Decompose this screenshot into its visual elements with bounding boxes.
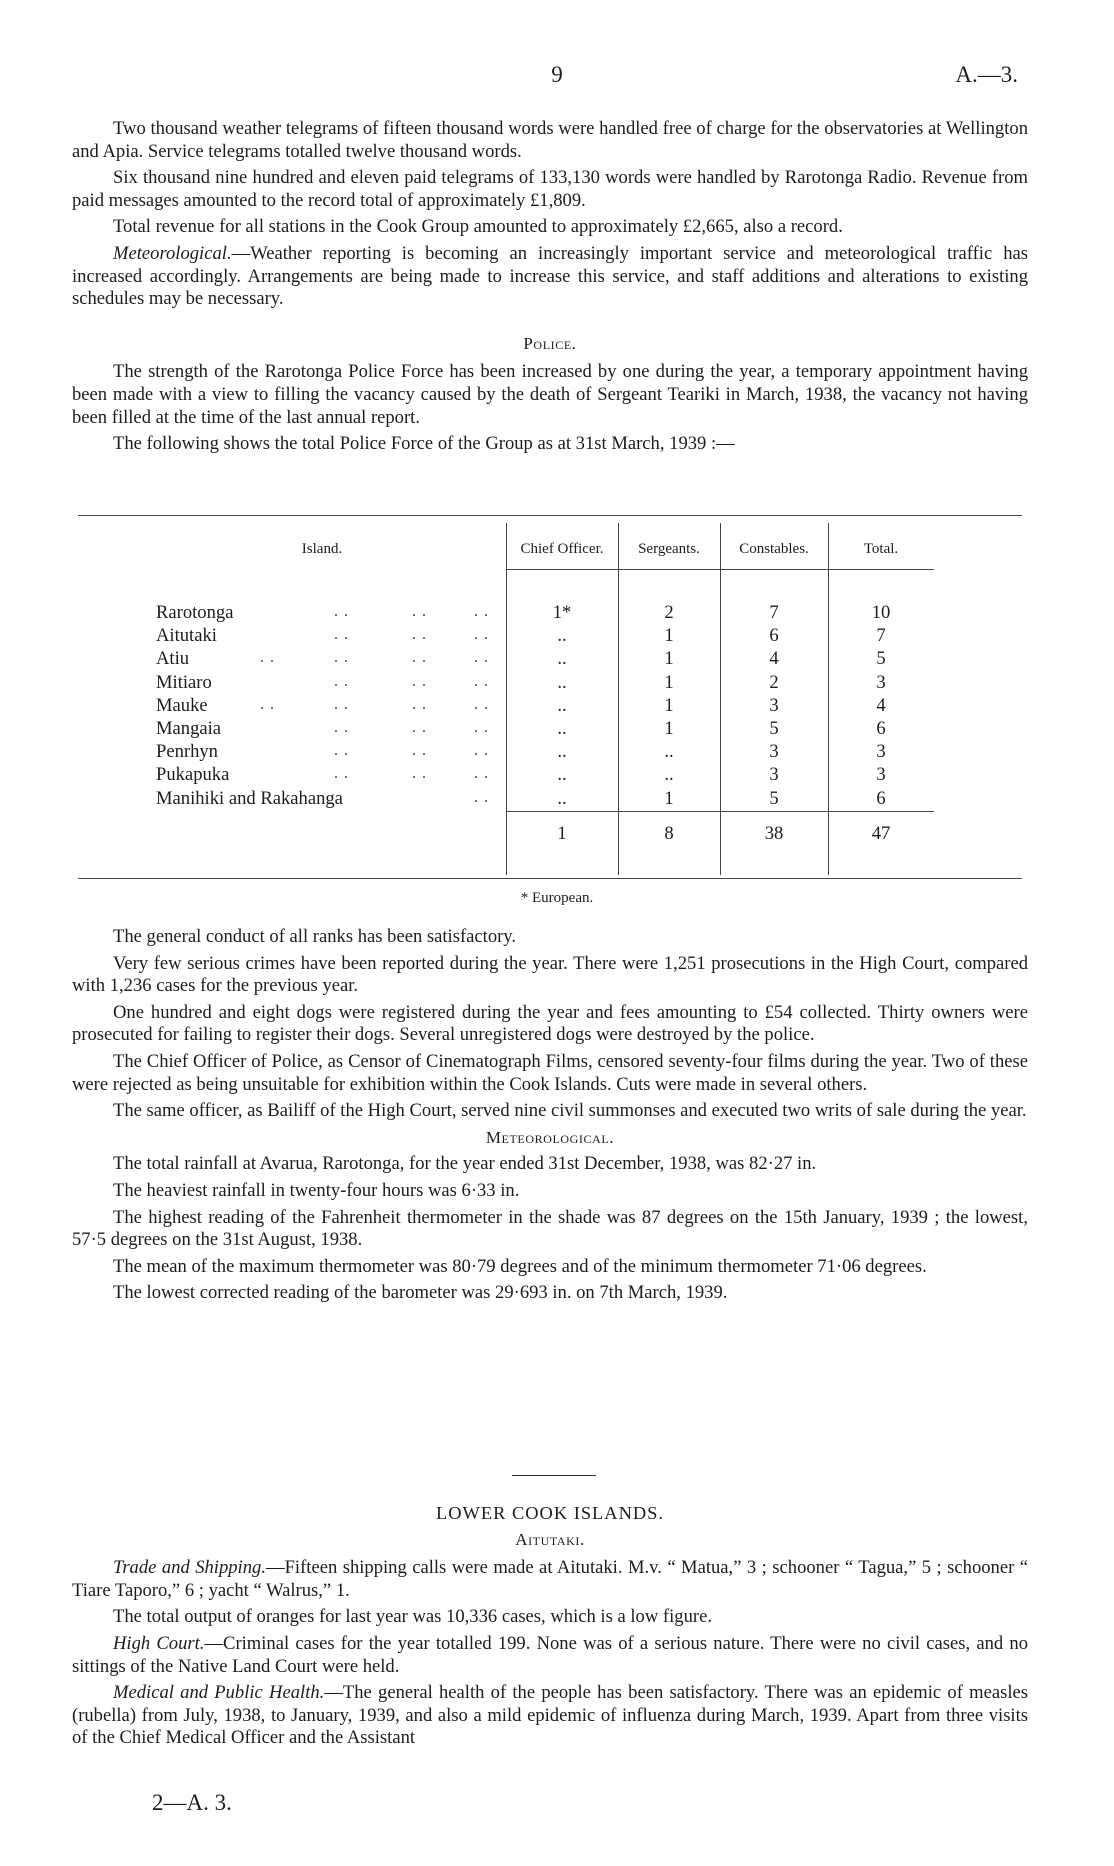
total-cell: 7 [876,625,886,647]
island-name: Atiu [156,648,190,670]
paragraph: One hundred and eight dogs were registered during the year and fees amounting to £54 collected. Thirty owners were prosecuted for failing to register their dogs. Several unregistered dogs were destroyed by the police. [72,1001,1028,1046]
constables-cell: 2 [769,671,779,693]
page-number: 9 [551,62,563,87]
chief-officer-cell: .. [557,741,567,763]
leader-dots: . . [334,626,349,644]
constables-cell: 6 [769,625,779,647]
constables-cell: 7 [769,602,779,623]
total-cell: 6 [876,718,886,739]
leader-dots: . . [412,672,427,690]
total-total: 47 [871,823,891,844]
leader-dots: . . [474,742,489,760]
leader-dots: . . [412,603,427,620]
health-paragraph [72,1682,1028,1750]
leader-dots: . . [474,765,489,783]
sergeants-cell: 1 [664,671,674,693]
leader-dots: . . [412,649,427,667]
subheading-aitutaki: Aitutaki. [515,1529,585,1549]
paragraph-lead: Trade and Shipping. [113,1557,266,1579]
leader-dots: . . [412,765,427,783]
total-cell: 6 [876,787,886,809]
column-header-island: Island. [301,541,343,557]
sergeants-cell: 1 [664,625,674,647]
total-cell: 3 [876,671,886,693]
paragraph: Six thousand nine hundred and eleven paid telegrams of 133,130 words were handled by Rarotonga Radio. Revenue from paid messages amounted to the record total of approximately £1,809. [72,167,1028,211]
leader-dots: . . [334,649,349,667]
leader-dots: . . [412,695,427,713]
paragraph-text: —Fifteen shipping calls were made at Aitutaki. M.v. “ Matua,” 3 ; schooner “ Tagua,” 5 ; schooner “ Tiare Taporo,” 6 ; yacht “ Walrus,” 1. [72,1557,1028,1601]
chief-officer-cell: .. [557,787,567,809]
sergeants-cell: 1 [664,694,674,716]
paragraph: The same officer, as Bailiff of the High Court, served nine civil summonses and executed two writs of sale during the year. [113,1100,1027,1122]
island-name: Rarotonga [156,602,234,623]
paragraph: The mean of the maximum thermometer was 80·79 degrees and of the minimum thermometer 71·06 degrees. [113,1255,927,1277]
island-name: Penrhyn [156,741,218,763]
column-header-constables: Constables. [739,541,809,557]
constables-cell: 5 [769,787,779,809]
paragraph: The lowest corrected reading of the barometer was 29·693 in. on 7th March, 1939. [113,1282,728,1304]
lower-text-block [72,926,1028,1309]
leader-dots: . . [334,719,349,736]
paragraph: The strength of the Rarotonga Police Force has been increased by one during the year, a temporary appointment having been made with a view to filling the vacancy caused by the death of Sergeant Teariki in March, 1938, the vacancy not having been filled at the time of the last annual report. [72,361,1028,428]
leader-dots: . . [412,742,427,760]
chief-officer-cell: .. [557,625,567,647]
constables-cell: 5 [769,718,779,739]
sergeants-cell: .. [664,741,674,763]
table-bottom-rule [78,878,1022,879]
leader-dots: . . [412,626,427,644]
lower-cook-block [72,1494,1028,1754]
totals-rule [506,811,934,812]
total-constables: 38 [764,823,784,844]
chief-officer-cell: 1* [552,602,572,623]
paragraph-lead: High Court. [113,1632,205,1654]
leader-dots: . . [334,672,349,690]
police-table [72,511,1028,885]
total-cell: 3 [876,741,886,763]
meteorological-paragraph [72,243,1028,311]
leader-dots: . . [260,649,275,667]
paragraph: Total revenue for all stations in the Cook Group amounted to approximately £2,665, also a record. [113,216,843,238]
leader-dots: . . [334,695,349,713]
chief-officer-cell: .. [557,764,567,786]
total-cell: 3 [876,764,886,786]
paragraph-text: —Weather reporting is becoming an increasingly important service and meteorological traffic has increased accordingly. Arrangements are being made to increase this service, and staff additions and alterations to existing schedules may be necessary. [72,242,1028,310]
island-name: Mangaia [156,718,222,739]
chief-officer-cell: .. [557,648,567,670]
leader-dots: . . [474,672,489,690]
leader-dots: . . [334,765,349,783]
leader-dots: . . [474,626,489,644]
sergeants-cell: .. [664,764,674,786]
island-name: Mauke [156,694,208,716]
column-header-total: Total. [863,541,899,557]
section-heading-meteorological: Meteorological. [485,1127,615,1147]
table-footnote: * European. [520,890,594,906]
column-header-chief-officer: Chief Officer. [520,541,604,557]
leader-dots: . . [260,695,275,713]
paragraph-lead: Meteorological. [113,242,232,264]
leader-dots: . . [474,788,489,806]
section-divider [512,1475,596,1476]
paragraph: The heaviest rainfall in twenty-four hours was 6·33 in. [113,1179,520,1201]
paragraph-lead: Medical and Public Health. [113,1682,325,1704]
constables-cell: 4 [769,648,779,670]
upper-text-block [72,118,1028,460]
island-name: Pukapuka [156,764,230,786]
total-cell: 5 [876,648,886,670]
court-paragraph [72,1633,1028,1678]
constables-cell: 3 [769,694,779,716]
paragraph: The total rainfall at Avarua, Rarotonga, for the year ended 31st December, 1938, was 82·27 in. [113,1153,817,1175]
total-chief-officer: 1 [557,823,567,844]
total-cell: 10 [871,602,891,623]
paragraph-text: —The general health of the people has been satisfactory. There was an epidemic of measles (rubella) from July, 1938, to January, 1939, and also a mild epidemic of influenza during March, 1939. Apart from three visits of the Chief Medical Officer and the Assistant [72,1682,1029,1749]
trade-paragraph [72,1557,1028,1602]
section-heading-lower-cook: LOWER COOK ISLANDS. [436,1503,664,1523]
paragraph: The highest reading of the Fahrenheit thermometer in the shade was 87 degrees on the 15th January, 1939 ; the lowest, 57·5 degrees on the 31st August, 1938. [72,1206,1028,1251]
document-reference: A.—3. [955,62,1018,87]
column-header-sergeants: Sergeants. [638,541,700,557]
leader-dots: . . [474,695,489,713]
leader-dots: . . [474,603,489,620]
sergeants-cell: 1 [664,787,674,809]
chief-officer-cell: .. [557,718,567,739]
island-name: Mitiaro [156,671,212,693]
sergeants-cell: 2 [664,602,674,623]
paragraph: The following shows the total Police Force of the Group as at 31st March, 1939 :— [113,433,735,455]
leader-dots: . . [474,649,489,667]
constables-cell: 3 [769,764,779,786]
island-name: Aitutaki [156,625,217,647]
paragraph: The total output of oranges for last year was 10,336 cases, which is a low figure. [113,1606,712,1628]
total-sergeants: 8 [664,823,674,844]
paragraph: The general conduct of all ranks has been satisfactory. [113,926,517,947]
section-heading-police: Police. [523,333,577,353]
leader-dots: . . [474,719,489,736]
constables-cell: 3 [769,741,779,763]
paragraph: Very few serious crimes have been reported during the year. There were 1,251 prosecutions in the High Court, compared with 1,236 cases for the previous year. [72,952,1028,997]
paragraph: Two thousand weather telegrams of fifteen thousand words were handled free of charge for the observatories at Wellington and Apia. Service telegrams totalled twelve thousand words. [72,118,1028,162]
island-name: Manihiki and Rakahanga [156,787,343,809]
sergeants-cell: 1 [664,648,674,670]
chief-officer-cell: .. [557,694,567,716]
leader-dots: . . [334,742,349,760]
leader-dots: . . [412,719,427,736]
header-underline [506,569,934,570]
paragraph-text: —Criminal cases for the year totalled 199. None was of a serious nature. There were no civil cases, and no sittings of the Native Land Court were held. [72,1632,1028,1677]
chief-officer-cell: .. [557,671,567,693]
paragraph: The Chief Officer of Police, as Censor of Cinematograph Films, censored seventy-four films during the year. Two of these were rejected as being unsuitable for exhibition within the Cook Islands. Cuts were made in several others. [72,1050,1028,1095]
leader-dots: . . [334,603,349,620]
sergeants-cell: 1 [664,718,674,739]
page-signature: 2—A. 3. [152,1790,232,1815]
total-cell: 4 [876,694,886,716]
table-top-rule [78,515,1022,516]
